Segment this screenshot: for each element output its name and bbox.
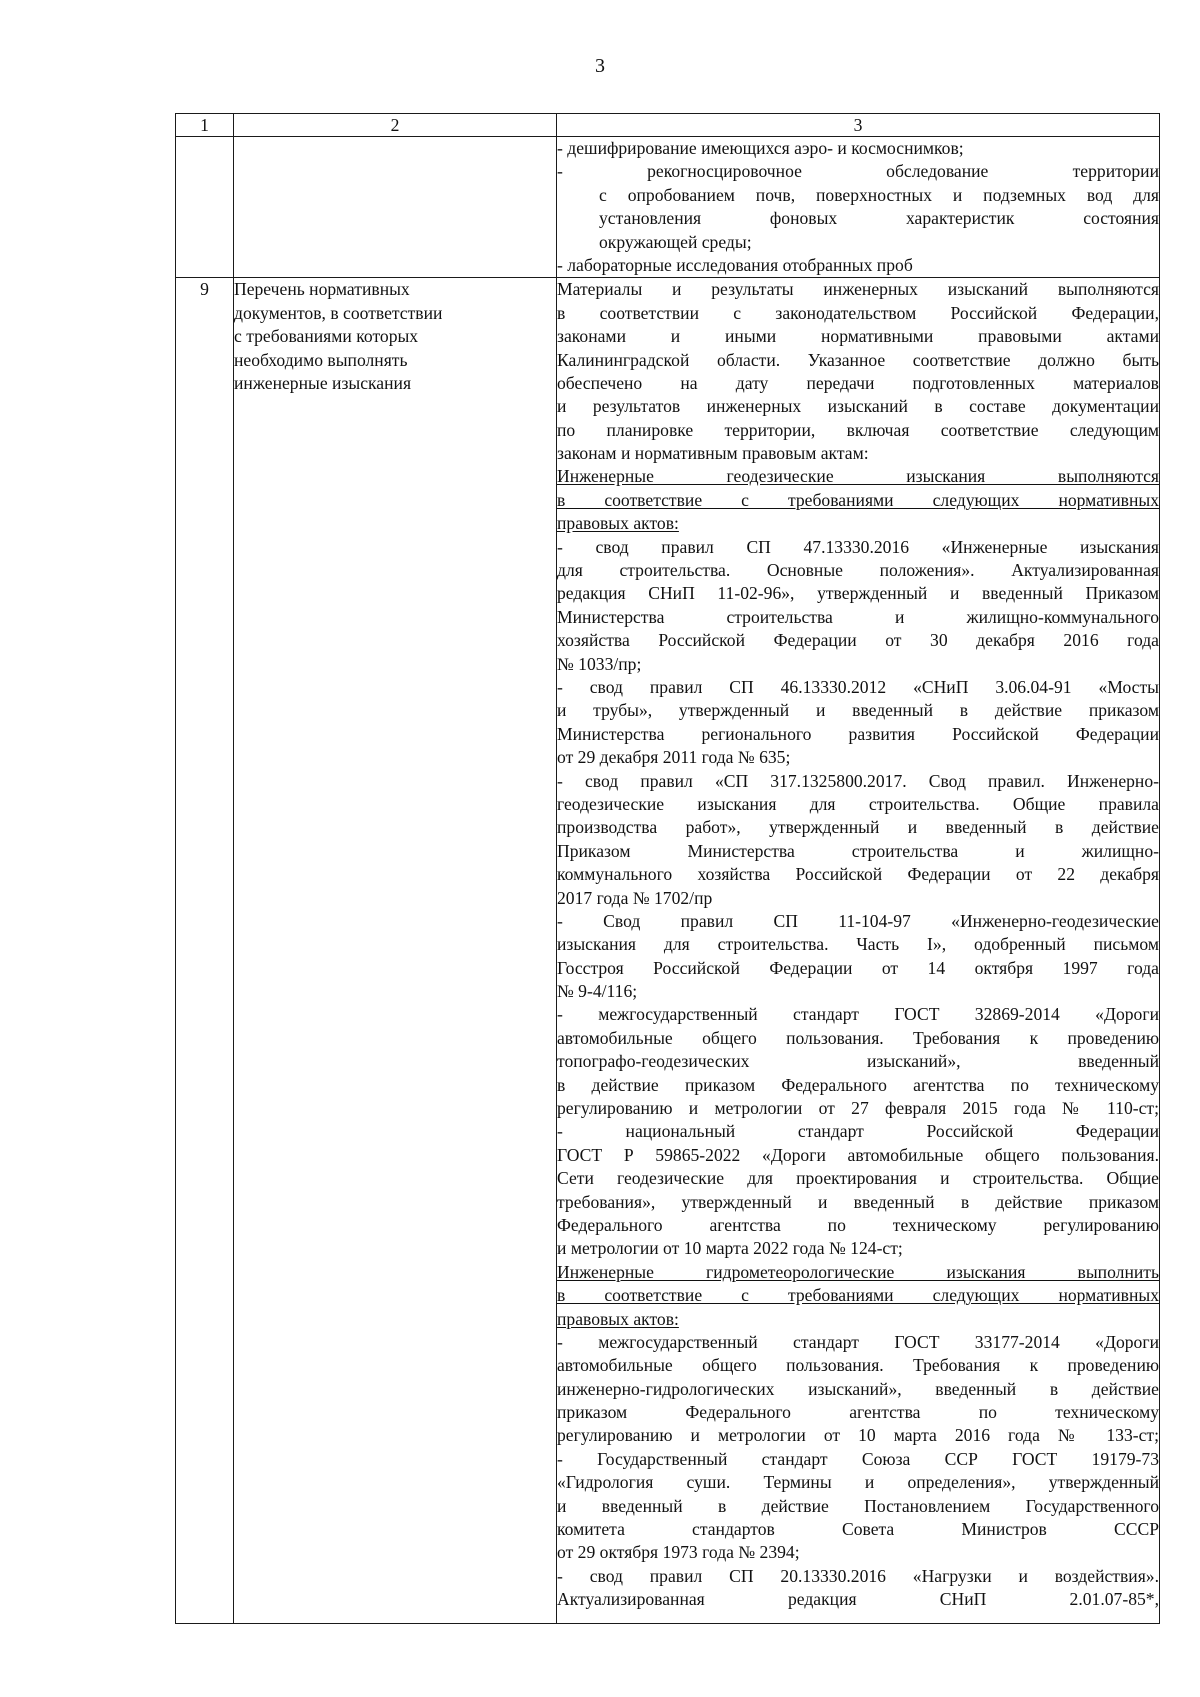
content-line-text: правовых актов:	[557, 1308, 679, 1329]
row-content	[557, 278, 1160, 1624]
header-col-3: 3	[557, 114, 1160, 137]
row-title-line: необходимо выполнять	[234, 349, 408, 370]
content-line	[557, 160, 1159, 183]
content-line	[557, 207, 1159, 230]
header-col-1: 1	[176, 114, 234, 137]
row-number: 9	[176, 278, 234, 1624]
content-line-text: 2017 года № 1702/пр	[557, 887, 713, 908]
content-line-text: Госстроя Российской Федерации от 14 октября 1997 года	[557, 957, 1159, 978]
row-content-lines	[557, 278, 1159, 1611]
content-line-text: автомобильные общего пользования. Требования к проведению	[557, 1355, 1159, 1376]
content-line-text: обеспечено на дату передачи подготовленных материалов	[557, 372, 1159, 393]
content-line	[557, 1284, 1159, 1307]
row-title-line: Перечень нормативных	[234, 279, 410, 300]
content-line	[557, 1097, 1159, 1120]
content-line-text: и метрологии от 10 марта 2022 года № 124-ст;	[557, 1238, 903, 1259]
content-line	[557, 1424, 1159, 1447]
header-col-2: 2	[234, 114, 557, 137]
content-line-text: - дешифрирование имеющихся аэро- и космоснимков;	[557, 138, 964, 158]
content-line-text: требования», утвержденный и введенный в действие приказом	[557, 1191, 1159, 1212]
content-line	[557, 1214, 1159, 1237]
content-line	[557, 840, 1159, 863]
content-line	[557, 489, 1159, 512]
row-content-lines	[557, 137, 1159, 277]
content-line	[557, 816, 1159, 839]
row-title-line: документов, в соответствии	[234, 302, 443, 323]
content-line	[557, 863, 1159, 886]
content-line	[557, 653, 1159, 676]
content-line-text: автомобильные общего пользования. Требования к проведению	[557, 1027, 1159, 1048]
content-line-text: - рекогносцировочное обследование территории	[557, 161, 1159, 182]
content-line-text: для строительства. Основные положения». Актуализированная	[557, 560, 1159, 581]
content-line	[557, 1518, 1159, 1541]
content-line-text: по планировке территории, включая соответствие следующим	[557, 419, 1159, 440]
content-line	[557, 419, 1159, 442]
content-line	[557, 1331, 1159, 1354]
content-line-text: геодезические изыскания для строительства. Общие правила	[557, 793, 1159, 814]
content-line	[557, 1495, 1159, 1518]
content-line-text: Инженерные гидрометеорологические изыскания выполнить	[557, 1261, 1159, 1282]
content-line-text: - лабораторные исследования отобранных проб	[557, 254, 913, 275]
content-line-text: - национальный стандарт Российской Федерации	[557, 1121, 1159, 1142]
content-line-text: Актуализированная редакция СНиП 2.01.07-85*,	[557, 1589, 1159, 1610]
content-line	[557, 442, 1159, 465]
row-title	[234, 278, 557, 1624]
content-line-text: «Гидрология суши. Термины и определения», утвержденный	[557, 1472, 1159, 1493]
row-content	[557, 137, 1160, 278]
content-line	[557, 325, 1159, 348]
content-line	[557, 278, 1159, 301]
content-line	[557, 1167, 1159, 1190]
content-line-text: Министерства регионального развития Российской Федерации	[557, 723, 1159, 744]
content-line	[557, 1074, 1159, 1097]
content-line	[557, 1378, 1159, 1401]
content-line-text: № 1033/пр;	[557, 653, 642, 674]
content-line-text: регулированию и метрологии от 10 марта 2016 года № 133-ст;	[557, 1425, 1159, 1446]
content-line-text: Министерства строительства и жилищно-коммунального	[557, 606, 1159, 627]
content-line-text: производства работ», утвержденный и введенный в действие	[557, 817, 1159, 838]
content-line-text: правовых актов:	[557, 513, 679, 534]
content-line-text: в соответствии с законодательством Российской Федерации,	[557, 302, 1159, 323]
content-line	[557, 231, 1159, 254]
content-line	[557, 582, 1159, 605]
content-line-text: в соответствие с требованиями следующих нормативных	[557, 489, 1159, 510]
content-line	[557, 1471, 1159, 1494]
content-line-text: законам и нормативным правовым актам:	[557, 443, 869, 464]
content-line-text: и трубы», утвержденный и введенный в действие приказом	[557, 700, 1159, 721]
content-line	[557, 137, 1159, 160]
content-line-text: редакция СНиП 11-02-96», утвержденный и введенный Приказом	[557, 583, 1159, 604]
content-line-text: Приказом Министерства строительства и жилищно-	[557, 840, 1159, 861]
content-line-text: - межгосударственный стандарт ГОСТ 32869-2014 «Дороги	[557, 1004, 1159, 1025]
content-line	[557, 629, 1159, 652]
content-line	[557, 1144, 1159, 1167]
table-header-row	[176, 114, 1160, 137]
content-line	[557, 1448, 1159, 1471]
content-line-text: Инженерные геодезические изыскания выполняются	[557, 466, 1159, 487]
content-line	[557, 957, 1159, 980]
content-line-text: коммунального хозяйства Российской Федерации от 22 декабря	[557, 864, 1159, 885]
content-line	[557, 887, 1159, 910]
content-line	[557, 1354, 1159, 1377]
content-line	[557, 1050, 1159, 1073]
content-line-text: комитета стандартов Совета Министров СССР	[557, 1519, 1159, 1540]
table-row	[176, 278, 1160, 1624]
content-line-text: - межгосударственный стандарт ГОСТ 33177-2014 «Дороги	[557, 1331, 1159, 1352]
row-title	[234, 137, 557, 278]
content-line-text: - свод правил «СП 317.1325800.2017. Свод правил. Инженерно-	[557, 770, 1159, 791]
page-number: 3	[595, 55, 605, 77]
content-line-text: от 29 октября 1973 года № 2394;	[557, 1542, 800, 1563]
content-line	[557, 302, 1159, 325]
content-line-text: № 9-4/116;	[557, 981, 638, 1002]
content-line-text: Федерального агентства по техническому регулированию	[557, 1214, 1159, 1235]
content-line	[557, 1027, 1159, 1050]
content-line	[557, 536, 1159, 559]
content-line	[557, 1541, 1159, 1564]
content-line	[557, 1401, 1159, 1424]
content-line-text: и результатов инженерных изысканий в составе документации	[557, 396, 1159, 417]
content-line	[557, 1191, 1159, 1214]
content-line	[557, 676, 1159, 699]
content-line	[557, 770, 1159, 793]
content-line-text: в действие приказом Федерального агентства по техническому	[557, 1074, 1159, 1095]
content-line-text: регулированию и метрологии от 27 февраля 2015 года № 110-ст;	[557, 1098, 1159, 1119]
content-line-text: - свод правил СП 20.13330.2016 «Нагрузки и воздействия».	[557, 1565, 1159, 1586]
content-line	[557, 1003, 1159, 1026]
row-title-line: с требованиями которых	[234, 326, 419, 347]
content-line	[557, 465, 1159, 488]
content-line-text: Сети геодезические для проектирования и строительства. Общие	[557, 1168, 1159, 1189]
content-line-text: в соответствие с требованиями следующих нормативных	[557, 1285, 1159, 1306]
content-line-text: изыскания для строительства. Часть I», одобренный письмом	[557, 934, 1159, 955]
content-line-text: инженерно-гидрологических изысканий», введенный в действие	[557, 1378, 1159, 1399]
content-line	[557, 1308, 1159, 1331]
content-line-text: законами и иными нормативными правовыми актами	[557, 326, 1159, 347]
content-line	[557, 559, 1159, 582]
content-line	[557, 793, 1159, 816]
content-line	[557, 1237, 1159, 1260]
content-line-text: топографо-геодезических изысканий», введенный	[557, 1051, 1159, 1072]
content-line-text: от 29 декабря 2011 года № 635;	[557, 747, 791, 768]
content-line-text: Материалы и результаты инженерных изысканий выполняются	[557, 279, 1159, 300]
content-line	[557, 395, 1159, 418]
content-line-text: - свод правил СП 47.13330.2016 «Инженерные изыскания	[557, 536, 1159, 557]
content-line	[557, 699, 1159, 722]
content-line-text: окружающей среды;	[599, 231, 752, 252]
content-line	[557, 980, 1159, 1003]
row-title-lines	[234, 278, 556, 395]
content-line	[557, 933, 1159, 956]
row-title-line: инженерные изыскания	[234, 372, 412, 393]
content-line	[557, 349, 1159, 372]
content-line	[557, 746, 1159, 769]
row-number	[176, 137, 234, 278]
content-line	[557, 1120, 1159, 1143]
content-line-text: - свод правил СП 46.13330.2012 «СНиП 3.06.04-91 «Мосты	[557, 676, 1159, 697]
content-line-text: с опробованием почв, поверхностных и подземных вод для	[599, 184, 1159, 205]
content-line	[557, 723, 1159, 746]
content-line-text: Калининградской области. Указанное соответствие должно быть	[557, 349, 1159, 370]
content-line	[557, 372, 1159, 395]
content-line-text: - Государственный стандарт Союза ССР ГОСТ 19179-73	[557, 1448, 1159, 1469]
content-line-text: установления фоновых характеристик состояния	[599, 208, 1159, 229]
content-line	[557, 1261, 1159, 1284]
content-line	[557, 254, 1159, 277]
content-line-text: хозяйства Российской Федерации от 30 декабря 2016 года	[557, 630, 1159, 651]
content-line-text: и введенный в действие Постановлением Государственного	[557, 1495, 1159, 1516]
content-line	[557, 606, 1159, 629]
table-row	[176, 137, 1160, 278]
content-line	[557, 1588, 1159, 1611]
content-line-text: - Свод правил СП 11-104-97 «Инженерно-геодезические	[557, 910, 1159, 931]
content-line-text: ГОСТ Р 59865-2022 «Дороги автомобильные общего пользования.	[557, 1144, 1159, 1165]
content-line	[557, 1565, 1159, 1588]
content-line-text: приказом Федерального агентства по техническому	[557, 1402, 1159, 1423]
content-line	[557, 910, 1159, 933]
content-line	[557, 512, 1159, 535]
requirements-table	[175, 113, 1160, 1624]
content-line	[557, 184, 1159, 207]
